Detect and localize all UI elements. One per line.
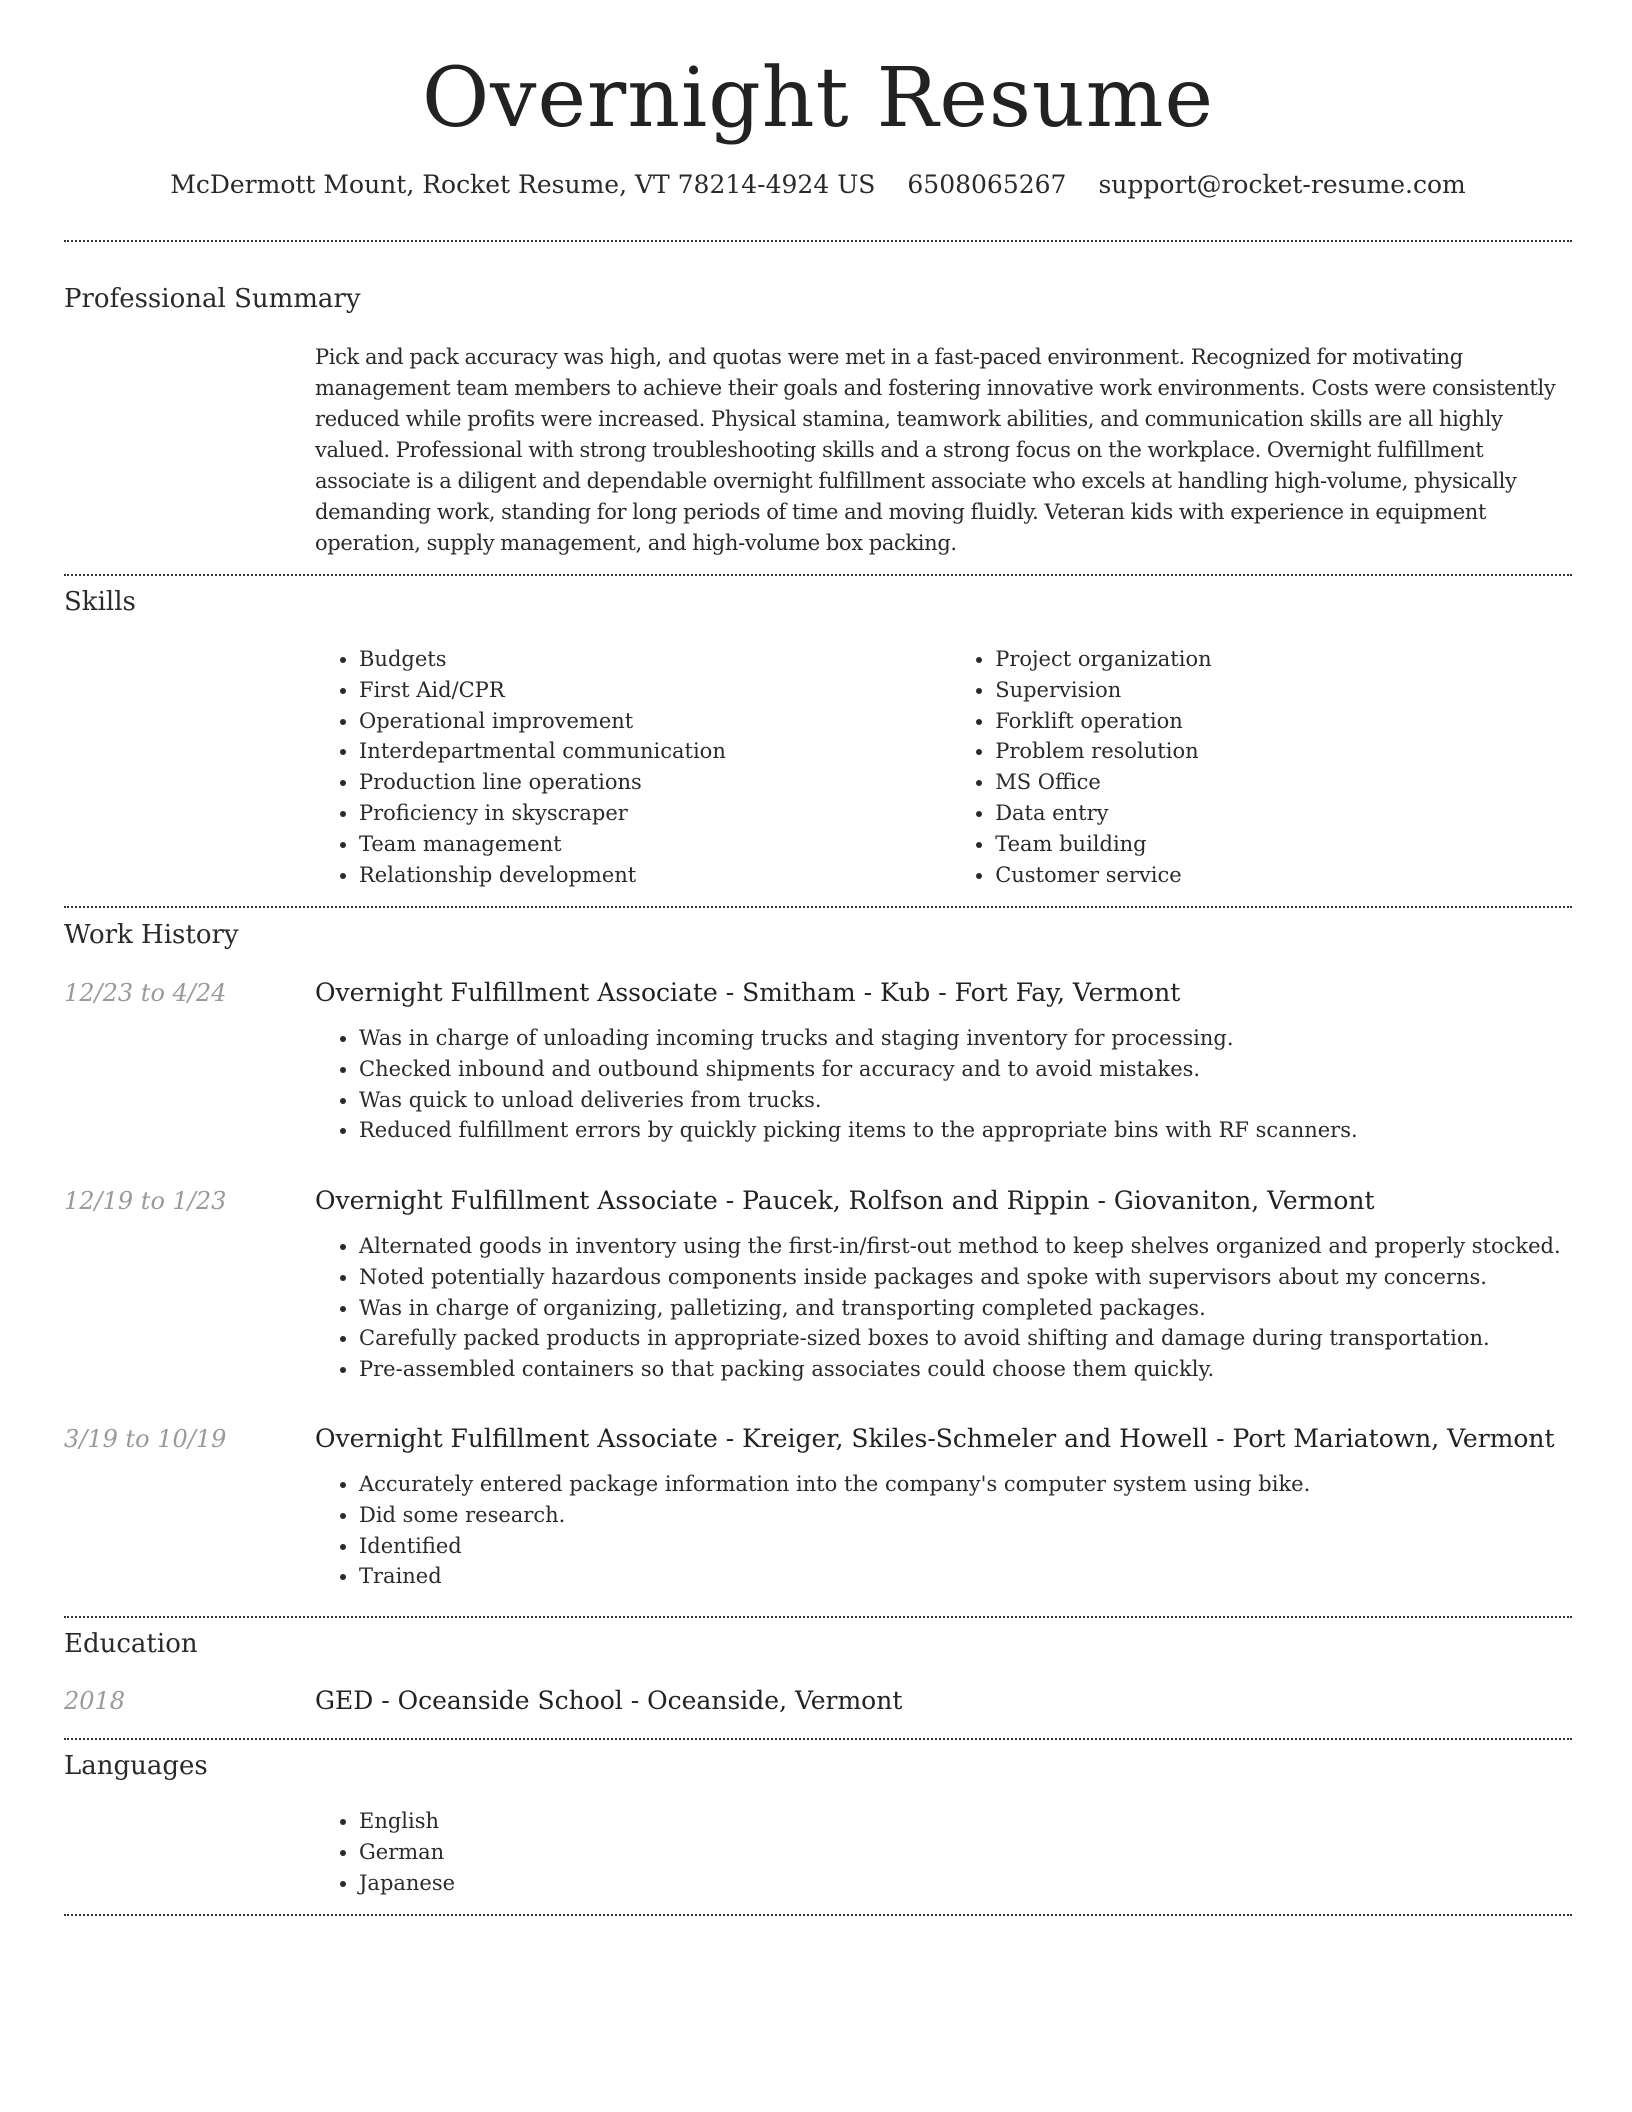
job-entry — [315, 1424, 1572, 1592]
section-title-education: Education — [64, 1629, 198, 1659]
skill-item: • Relationship development — [359, 860, 951, 891]
section-title-summary: Professional Summary — [64, 284, 361, 314]
job-date: 12/23 to 4/24 — [64, 979, 227, 1007]
job-bullet: • Was in charge of organizing, palletizing, and transporting completed packages. — [359, 1293, 1572, 1324]
divider — [64, 906, 1572, 908]
job-entry — [315, 978, 1572, 1146]
skills-list-left — [315, 644, 951, 890]
job-bullet: • Alternated goods in inventory using the first-in/first-out method to keep shelves organized and properly stocked. — [359, 1231, 1572, 1262]
language-item: • German — [359, 1837, 1572, 1868]
job-bullet: • Accurately entered package information into the company's computer system using bike. — [359, 1469, 1572, 1500]
job-bullet: • Was quick to unload deliveries from trucks. — [359, 1085, 1572, 1116]
language-item: • English — [359, 1806, 1572, 1837]
summary-block — [315, 342, 1572, 559]
job-bullets — [315, 1469, 1572, 1592]
education-entry — [315, 1686, 1572, 1715]
skill-item: • Operational improvement — [359, 706, 951, 737]
skill-item: • Team building — [995, 829, 1572, 860]
education-date: 2018 — [64, 1687, 126, 1715]
language-item: • Japanese — [359, 1868, 1572, 1899]
contact-phone: 6508065267 — [907, 170, 1067, 199]
skill-item: • Budgets — [359, 644, 951, 675]
skill-item: • Forklift operation — [995, 706, 1572, 737]
job-title: Overnight Fulfillment Associate - Kreiger, Skiles-Schmeler and Howell - Port Mariatown, Vermont — [315, 1424, 1555, 1453]
section-title-skills: Skills — [64, 587, 136, 617]
divider — [64, 574, 1572, 576]
job-title: Overnight Fulfillment Associate - Paucek, Rolfson and Rippin - Giovaniton, Vermont — [315, 1186, 1375, 1215]
contact-address: McDermott Mount, Rocket Resume, VT 78214-4924 US — [170, 170, 876, 199]
job-bullet: • Identified — [359, 1531, 1572, 1562]
divider — [64, 240, 1572, 242]
skill-item: • Data entry — [995, 798, 1572, 829]
resume-name: Overnight Resume — [421, 51, 1215, 146]
job-bullet: • Checked inbound and outbound shipments for accuracy and to avoid mistakes. — [359, 1054, 1572, 1085]
job-bullet: • Noted potentially hazardous components inside packages and spoke with supervisors about my concerns. — [359, 1262, 1572, 1293]
contact-email: support@rocket-resume.com — [1098, 170, 1466, 199]
education-title: GED - Oceanside School - Oceanside, Vermont — [315, 1686, 903, 1715]
job-bullet: • Did some research. — [359, 1500, 1572, 1531]
job-bullets — [315, 1231, 1572, 1385]
resume-page — [64, 0, 1572, 1895]
skill-item: • Production line operations — [359, 767, 951, 798]
contact-line — [64, 170, 1572, 199]
job-date: 12/19 to 1/23 — [64, 1187, 227, 1215]
skill-item: • Problem resolution — [995, 736, 1572, 767]
section-title-work-history: Work History — [64, 920, 239, 950]
job-date: 3/19 to 10/19 — [64, 1425, 227, 1453]
skill-item: • Project organization — [995, 644, 1572, 675]
divider — [64, 1914, 1572, 1916]
skill-item: • Customer service — [995, 860, 1572, 891]
skills-list-right — [951, 644, 1572, 890]
skill-item: • Team management — [359, 829, 951, 860]
divider — [64, 1616, 1572, 1618]
section-title-languages: Languages — [64, 1751, 208, 1781]
job-bullet: • Trained — [359, 1561, 1572, 1592]
divider — [64, 1738, 1572, 1740]
skill-item: • MS Office — [995, 767, 1572, 798]
job-bullet: • Was in charge of unloading incoming trucks and staging inventory for processing. — [359, 1023, 1572, 1054]
skill-item: • Interdepartmental communication — [359, 736, 951, 767]
skill-item: • Proficiency in skyscraper — [359, 798, 951, 829]
job-bullet: • Pre-assembled containers so that packing associates could choose them quickly. — [359, 1354, 1572, 1385]
languages-block — [315, 1806, 1572, 1898]
job-entry — [315, 1186, 1572, 1385]
job-bullet: • Carefully packed products in appropriate-sized boxes to avoid shifting and damage during transportation. — [359, 1323, 1572, 1354]
skills-block — [315, 644, 1572, 890]
skill-item: • First Aid/CPR — [359, 675, 951, 706]
job-bullet: • Reduced fulfillment errors by quickly picking items to the appropriate bins with RF scanners. — [359, 1115, 1572, 1146]
job-title: Overnight Fulfillment Associate - Smitham - Kub - Fort Fay, Vermont — [315, 978, 1181, 1007]
skill-item: • Supervision — [995, 675, 1572, 706]
summary-text: Pick and pack accuracy was high, and quotas were met in a fast-paced environment. Recognized for motivating management team members to achieve their goals and fostering innovative work environments. Costs were consistently reduced while profits were increased. Physical stamina, teamwork abilities, and communication skills are all highly valued. Professional with strong troubleshooting skills and a strong focus on the workplace. Overnight fulfillment associate is a diligent and dependable overnight fulfillment associate who excels at handling high-volume, physically demanding work, standing for long periods of time and moving fluidly. Veteran kids with experience in equipment operation, supply management, and high-volume box packing. — [315, 345, 1556, 555]
job-bullets — [315, 1023, 1572, 1146]
languages-list — [315, 1806, 1572, 1898]
